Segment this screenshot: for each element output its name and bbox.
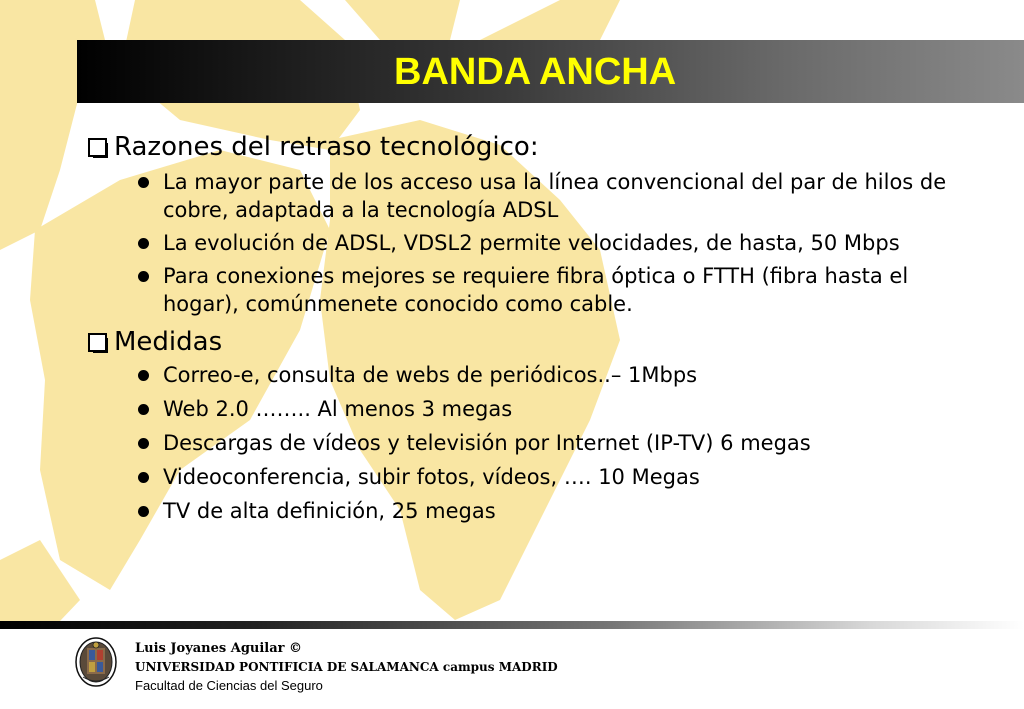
- footer-author: Luis Joyanes Aguilar ©: [135, 641, 303, 656]
- list-item: [88, 497, 968, 525]
- list-item: [88, 429, 968, 457]
- list-item-text: Descargas de vídeos y televisión por Internet (IP-TV) 6 megas: [163, 431, 811, 455]
- list-item: [88, 168, 968, 224]
- list-item-text: Correo-e, consulta de webs de periódicos..– 1Mbps: [163, 363, 698, 387]
- section-heading-text: Medidas: [114, 327, 223, 357]
- footer-university: UNIVERSIDAD PONTIFICIA DE SALAMANCA campus MADRID: [135, 660, 558, 674]
- list-item: [88, 463, 968, 491]
- university-seal-icon: [75, 637, 117, 687]
- dot-bullet-icon: [138, 472, 149, 483]
- checkbox-bullet-icon: [88, 333, 107, 352]
- dot-bullet-icon: [138, 438, 149, 449]
- section-heading-razones: [88, 128, 968, 166]
- list-item: [88, 361, 968, 389]
- dot-bullet-icon: [138, 271, 149, 282]
- section-heading-text: Razones del retraso tecnológico:: [114, 132, 539, 162]
- dot-bullet-icon: [138, 404, 149, 415]
- dot-bullet-icon: [138, 506, 149, 517]
- footer-faculty: Facultad de Ciencias del Seguro: [135, 678, 323, 693]
- footer: [135, 640, 558, 696]
- list-item-text: Para conexiones mejores se requiere fibra óptica o FTTH (fibra hasta el hogar), comúnmenete conocido como cable.: [163, 264, 909, 316]
- dot-bullet-icon: [138, 370, 149, 381]
- list-item-text: Videoconferencia, subir fotos, vídeos, …. 10 Megas: [163, 465, 700, 489]
- razones-list: [88, 168, 968, 318]
- list-item-text: La mayor parte de los acceso usa la línea convencional del par de hilos de cobre, adaptada a la tecnología ADSL: [163, 170, 947, 222]
- list-item-text: Web 2.0 …….. Al menos 3 megas: [163, 397, 513, 421]
- list-item: [88, 262, 968, 318]
- dot-bullet-icon: [138, 177, 149, 188]
- footer-divider: [0, 621, 1024, 629]
- checkbox-bullet-icon: [88, 138, 107, 157]
- slide-content: [88, 128, 968, 531]
- slide-title: BANDA ANCHA: [394, 51, 677, 93]
- section-heading-medidas: [88, 323, 968, 361]
- list-item: [88, 395, 968, 423]
- medidas-list: [88, 361, 968, 525]
- list-item-text: TV de alta definición, 25 megas: [163, 499, 496, 523]
- list-item-text: La evolución de ADSL, VDSL2 permite velocidades, de hasta, 50 Mbps: [163, 231, 900, 255]
- list-item: [88, 229, 968, 257]
- dot-bullet-icon: [138, 238, 149, 249]
